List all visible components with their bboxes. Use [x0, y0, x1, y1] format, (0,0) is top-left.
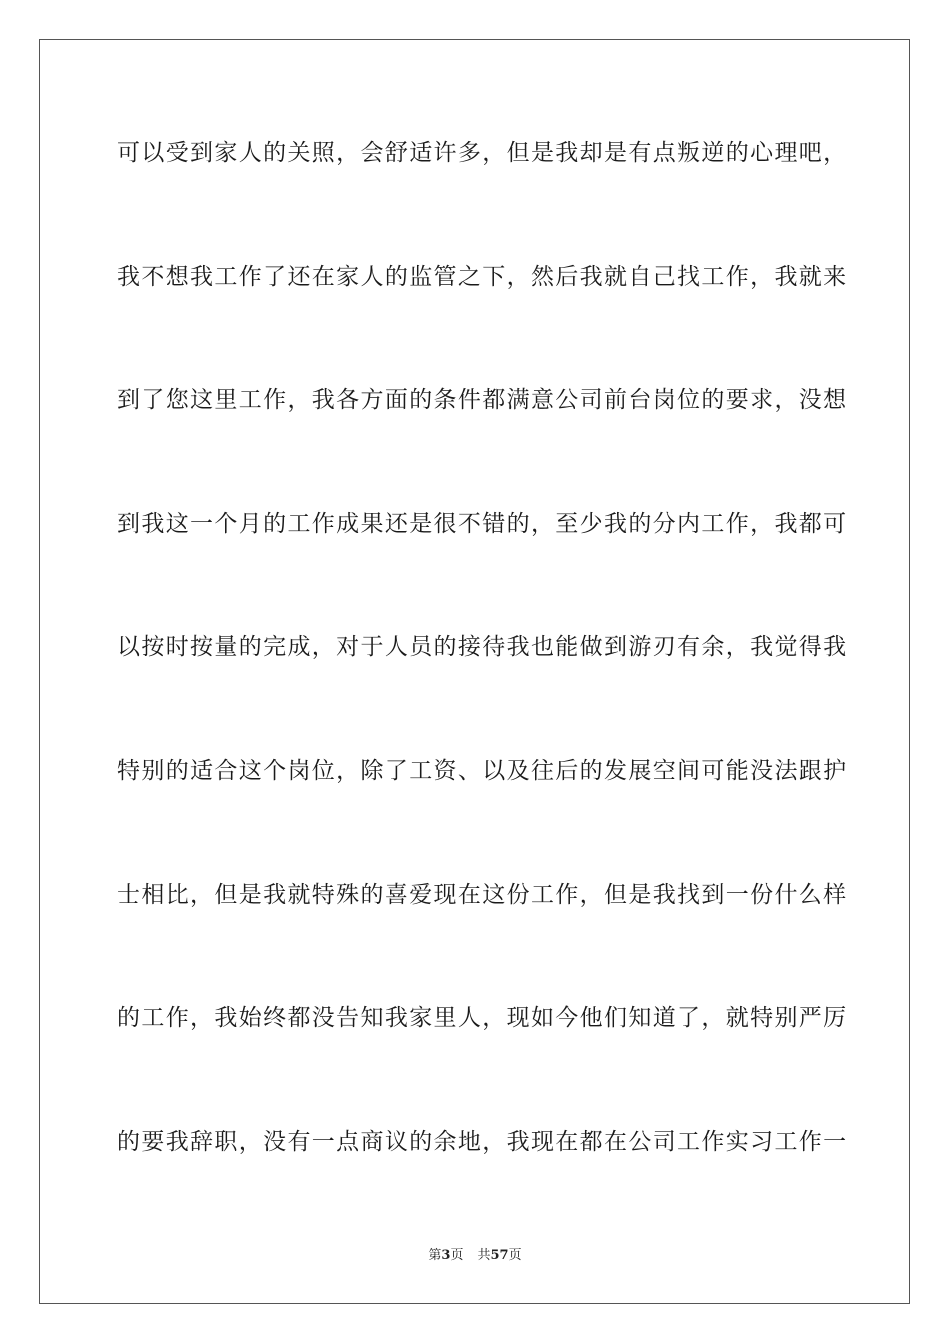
text-line: 士相比，但是我就特殊的喜爱现在这份工作，但是我找到一份什么样	[117, 881, 848, 908]
page-number: 3	[441, 1248, 451, 1263]
page-number-label	[428, 1248, 463, 1263]
text-line: 到我这一个月的工作成果还是很不错的，至少我的分内工作，我都可	[117, 510, 848, 537]
page-prefix: 第	[428, 1248, 442, 1263]
text-line: 特别的适合这个岗位，除了工资、以及往后的发展空间可能没法跟护	[117, 757, 848, 784]
page-suffix: 页	[450, 1248, 464, 1263]
text-line: 的工作，我始终都没告知我家里人，现如今他们知道了，就特别严厉	[117, 1005, 848, 1032]
text-line: 到了您这里工作，我各方面的条件都满意公司前台岗位的要求，没想	[117, 387, 848, 414]
text-line: 可以受到家人的关照，会舒适许多，但是我却是有点叛逆的心理吧，	[117, 140, 848, 166]
page-footer	[0, 1247, 950, 1265]
total-pages: 57	[490, 1248, 509, 1263]
text-line: 我不想我工作了还在家人的监管之下，然后我就自己找工作，我就来	[117, 263, 848, 290]
text-line: 以按时按量的完成，对于人员的接待我也能做到游刃有余，我觉得我	[117, 634, 848, 661]
total-prefix: 共	[477, 1248, 491, 1263]
text-line: 的要我辞职，没有一点商议的余地，我现在都在公司工作实习工作一	[117, 1128, 848, 1155]
document-body	[117, 138, 848, 1250]
total-pages-label	[477, 1248, 521, 1263]
total-suffix: 页	[508, 1248, 522, 1263]
